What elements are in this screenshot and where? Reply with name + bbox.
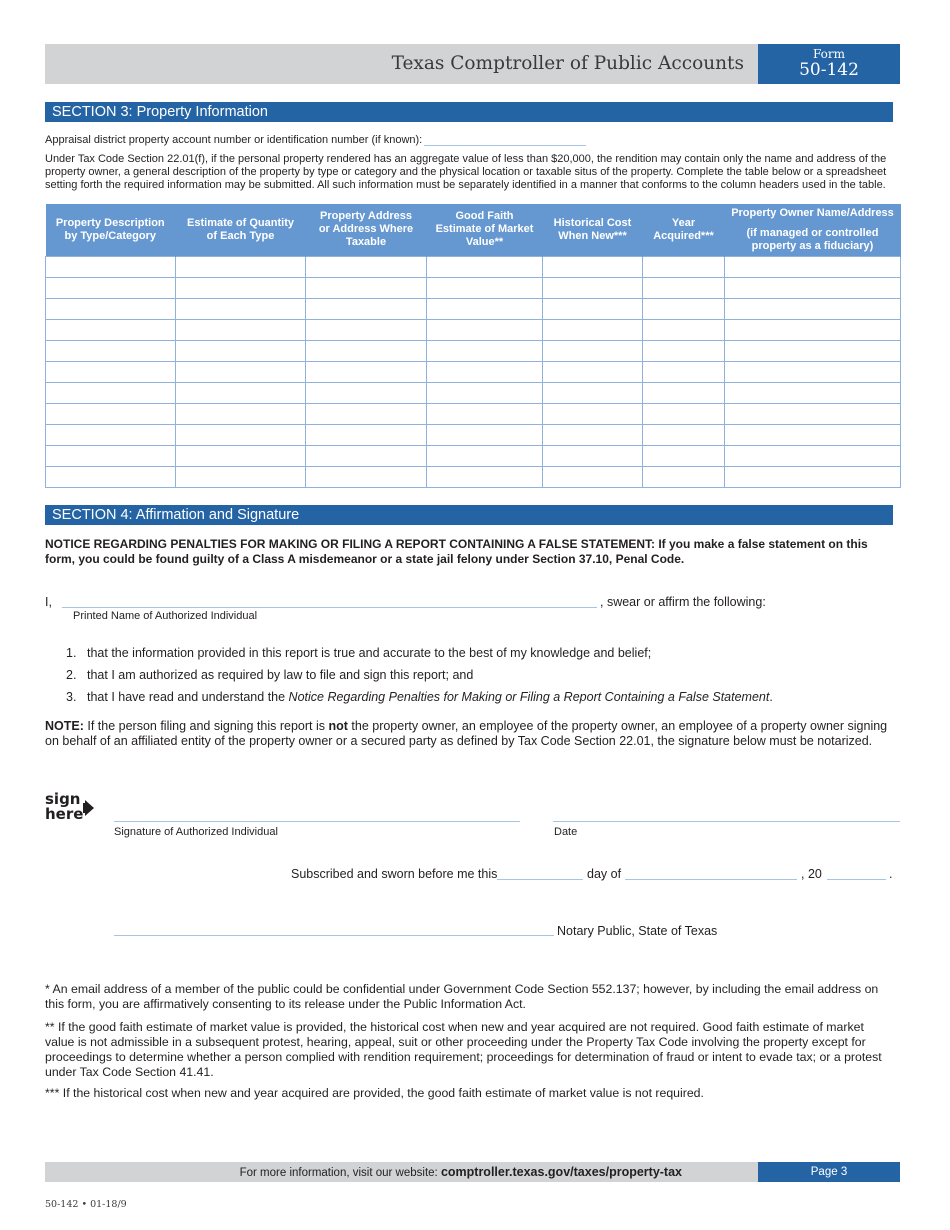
table-cell-input[interactable] xyxy=(427,298,543,319)
table-cell-input[interactable] xyxy=(543,382,643,403)
table-cell-input[interactable] xyxy=(725,382,901,403)
table-row xyxy=(46,256,901,277)
table-cell-input[interactable] xyxy=(46,466,176,487)
account-number-input[interactable] xyxy=(424,134,586,146)
footnote: ** If the good faith estimate of market value is provided, the historical cost when new and year acquired are not required. Good faith estimate of market value is not admissible in a subsequent protest, hearing, appeal, suit or other proceeding under the Property Tax Code involving the property except for proceedings to determine whether a person complied with rendition requirement; proceedings for determination of fraud or intent to evade tax; or a protest under Tax Code Section 41.41. xyxy=(45,1020,882,1079)
table-row xyxy=(46,340,901,361)
table-cell-input[interactable] xyxy=(543,256,643,277)
table-cell-input[interactable] xyxy=(725,466,901,487)
section3-intro: Under Tax Code Section 22.01(f), if the personal property rendered has an aggregate value of less than $20,000, the rendition may contain only the name and address of the property owner, a general description of the property by type or category and the physical location or taxable situs of the property. Complete the table below or a spreadsheet setting forth the required information may be submitted. All such information must be separately identified in a manner that conforms to the column headers used in the table. xyxy=(45,153,887,191)
table-cell-input[interactable] xyxy=(306,466,427,487)
footer-info-bar xyxy=(45,1162,758,1182)
notary-year-input[interactable] xyxy=(827,866,886,880)
table-cell-input[interactable] xyxy=(543,466,643,487)
table-cell-input[interactable] xyxy=(643,319,725,340)
form-label: Form xyxy=(812,47,845,61)
date-input[interactable] xyxy=(553,808,900,822)
table-cell-input[interactable] xyxy=(543,277,643,298)
table-cell-input[interactable] xyxy=(46,298,176,319)
table-cell-input[interactable] xyxy=(543,424,643,445)
col-owner-name-address: Property Owner Name/Address (if managed or controlled property as a fiduciary) xyxy=(725,204,901,256)
table-cell-input[interactable] xyxy=(427,403,543,424)
date-label: Date xyxy=(554,826,578,838)
table-cell-input[interactable] xyxy=(427,445,543,466)
table-row xyxy=(46,319,901,340)
table-cell-input[interactable] xyxy=(643,256,725,277)
table-cell-input[interactable] xyxy=(427,361,543,382)
section3-title: SECTION 3: Property Information xyxy=(45,102,893,122)
page-number: Page 3 xyxy=(758,1162,900,1182)
table-cell-input[interactable] xyxy=(427,382,543,403)
form-number: 50-142 xyxy=(799,60,859,80)
sign-arrow-icon xyxy=(85,800,94,816)
table-cell-input[interactable] xyxy=(176,424,306,445)
table-cell-input[interactable] xyxy=(725,319,901,340)
table-cell-input[interactable] xyxy=(643,424,725,445)
account-number-label: Appraisal district property account number or identification number (if known): xyxy=(45,134,423,146)
table-cell-input[interactable] xyxy=(46,319,176,340)
year-prefix-text: , 20 xyxy=(801,867,822,881)
table-cell-input[interactable] xyxy=(46,361,176,382)
table-row xyxy=(46,445,901,466)
table-cell-input[interactable] xyxy=(176,298,306,319)
table-cell-input[interactable] xyxy=(643,298,725,319)
signature-label: Signature of Authorized Individual xyxy=(114,826,278,838)
table-cell-input[interactable] xyxy=(306,403,427,424)
table-row xyxy=(46,361,901,382)
affirmation-item: 1. that the information provided in this report is true and accurate to the best of my knowledge and belief; xyxy=(66,646,652,660)
affirmation-item: 2. that I am authorized as required by law to file and sign this report; and xyxy=(66,668,474,682)
table-cell-input[interactable] xyxy=(725,403,901,424)
sign-here-label: sign here xyxy=(45,790,84,823)
table-cell-input[interactable] xyxy=(46,445,176,466)
table-cell-input[interactable] xyxy=(725,445,901,466)
table-cell-input[interactable] xyxy=(176,340,306,361)
agency-title: Texas Comptroller of Public Accounts xyxy=(391,53,744,74)
table-cell-input[interactable] xyxy=(543,298,643,319)
notary-label: Notary Public, State of Texas xyxy=(557,924,718,938)
footer-info-text: For more information, visit our website: xyxy=(239,1167,441,1179)
table-cell-input[interactable] xyxy=(725,340,901,361)
table-cell-input[interactable] xyxy=(306,445,427,466)
col-good-faith-estimate: Good Faith Estimate of Market Value** xyxy=(427,204,543,256)
property-table xyxy=(45,204,901,488)
subscribed-text: Subscribed and sworn before me this xyxy=(291,867,498,881)
table-row xyxy=(46,424,901,445)
notary-month-input[interactable] xyxy=(625,866,797,880)
col-historical-cost: Historical Cost When New*** xyxy=(543,204,643,256)
notarize-note: NOTE: If the person filing and signing this report is not the property owner, an employee of the property owner, an employee of a property owner signing on behalf of an affiliated entity of the property owner or a secured party as defined by Tax Code Section 22.01, the signature below must be notarized. xyxy=(45,719,888,748)
table-cell-input[interactable] xyxy=(176,256,306,277)
notary-signature-input[interactable] xyxy=(114,922,554,936)
notary-day-input[interactable] xyxy=(497,866,583,880)
table-cell-input[interactable] xyxy=(306,256,427,277)
table-cell-input[interactable] xyxy=(725,361,901,382)
table-cell-input[interactable] xyxy=(306,319,427,340)
table-cell-input[interactable] xyxy=(306,382,427,403)
table-cell-input[interactable] xyxy=(46,424,176,445)
table-cell-input[interactable] xyxy=(306,298,427,319)
table-cell-input[interactable] xyxy=(46,403,176,424)
form-code: 50-142 • 01-18/9 xyxy=(45,1199,127,1210)
signature-input[interactable] xyxy=(114,808,520,822)
period-text: . xyxy=(889,867,893,881)
table-cell-input[interactable] xyxy=(643,445,725,466)
affirmation-item: 3. that I have read and understand the Notice Regarding Penalties for Making or Filing a Report Containing a False Statement. xyxy=(66,690,773,704)
table-cell-input[interactable] xyxy=(176,403,306,424)
table-cell-input[interactable] xyxy=(725,277,901,298)
col-year-acquired: Year Acquired*** xyxy=(643,204,725,256)
table-cell-input[interactable] xyxy=(427,256,543,277)
table-cell-input[interactable] xyxy=(176,382,306,403)
table-cell-input[interactable] xyxy=(46,277,176,298)
table-cell-input[interactable] xyxy=(543,445,643,466)
table-row xyxy=(46,466,901,487)
table-cell-input[interactable] xyxy=(306,361,427,382)
table-cell-input[interactable] xyxy=(427,424,543,445)
table-cell-input[interactable] xyxy=(643,466,725,487)
table-cell-input[interactable] xyxy=(725,256,901,277)
table-cell-input[interactable] xyxy=(427,319,543,340)
swear-text: , swear or affirm the following: xyxy=(600,595,766,609)
table-cell-input[interactable] xyxy=(46,256,176,277)
table-cell-input[interactable] xyxy=(306,340,427,361)
table-cell-input[interactable] xyxy=(176,361,306,382)
table-cell-input[interactable] xyxy=(643,340,725,361)
table-cell-input[interactable] xyxy=(643,361,725,382)
table-cell-input[interactable] xyxy=(543,403,643,424)
table-cell-input[interactable] xyxy=(543,340,643,361)
table-cell-input[interactable] xyxy=(643,403,725,424)
penalty-notice: NOTICE REGARDING PENALTIES FOR MAKING OR FILING A REPORT CONTAINING A FALSE STATEMENT: If you make a false statement on this form, you could be found guilty of a Class A misdemeanor or a state jail felony under Section 37.10, Penal Code. xyxy=(45,537,868,566)
table-cell-input[interactable] xyxy=(176,466,306,487)
col-property-address: Property Address or Address Where Taxable xyxy=(306,204,427,256)
table-cell-input[interactable] xyxy=(643,277,725,298)
col-estimate-quantity: Estimate of Quantity of Each Type xyxy=(176,204,306,256)
table-cell-input[interactable] xyxy=(427,340,543,361)
table-cell-input[interactable] xyxy=(543,319,643,340)
footnote: *** If the historical cost when new and year acquired are provided, the good faith estimate of market value is not required. xyxy=(45,1086,704,1100)
i-label: I, xyxy=(45,595,52,609)
table-cell-input[interactable] xyxy=(46,382,176,403)
website-link[interactable]: comptroller.texas.gov/taxes/property-tax xyxy=(440,1165,682,1179)
table-cell-input[interactable] xyxy=(176,319,306,340)
table-cell-input[interactable] xyxy=(176,277,306,298)
table-cell-input[interactable] xyxy=(176,445,306,466)
table-cell-input[interactable] xyxy=(543,361,643,382)
table-cell-input[interactable] xyxy=(427,277,543,298)
table-row xyxy=(46,298,901,319)
day-of-text: day of xyxy=(587,867,622,881)
table-cell-input[interactable] xyxy=(725,424,901,445)
table-cell-input[interactable] xyxy=(306,277,427,298)
printed-name-label: Printed Name of Authorized Individual xyxy=(73,610,258,622)
table-cell-input[interactable] xyxy=(46,340,176,361)
col-property-description: Property Description by Type/Category xyxy=(46,204,176,256)
footnote: * An email address of a member of the public could be confidential under Government Code Section 552.137; however, by including the email address on this form, you are affirmatively consenting to its release under the Public Information Act. xyxy=(45,982,879,1011)
printed-name-input[interactable] xyxy=(62,595,597,608)
table-cell-input[interactable] xyxy=(306,424,427,445)
section4-title: SECTION 4: Affirmation and Signature xyxy=(45,505,893,525)
table-cell-input[interactable] xyxy=(725,298,901,319)
table-cell-input[interactable] xyxy=(427,466,543,487)
table-cell-input[interactable] xyxy=(643,382,725,403)
table-row xyxy=(46,382,901,403)
form-number-box xyxy=(758,44,900,84)
table-row xyxy=(46,277,901,298)
table-row xyxy=(46,403,901,424)
